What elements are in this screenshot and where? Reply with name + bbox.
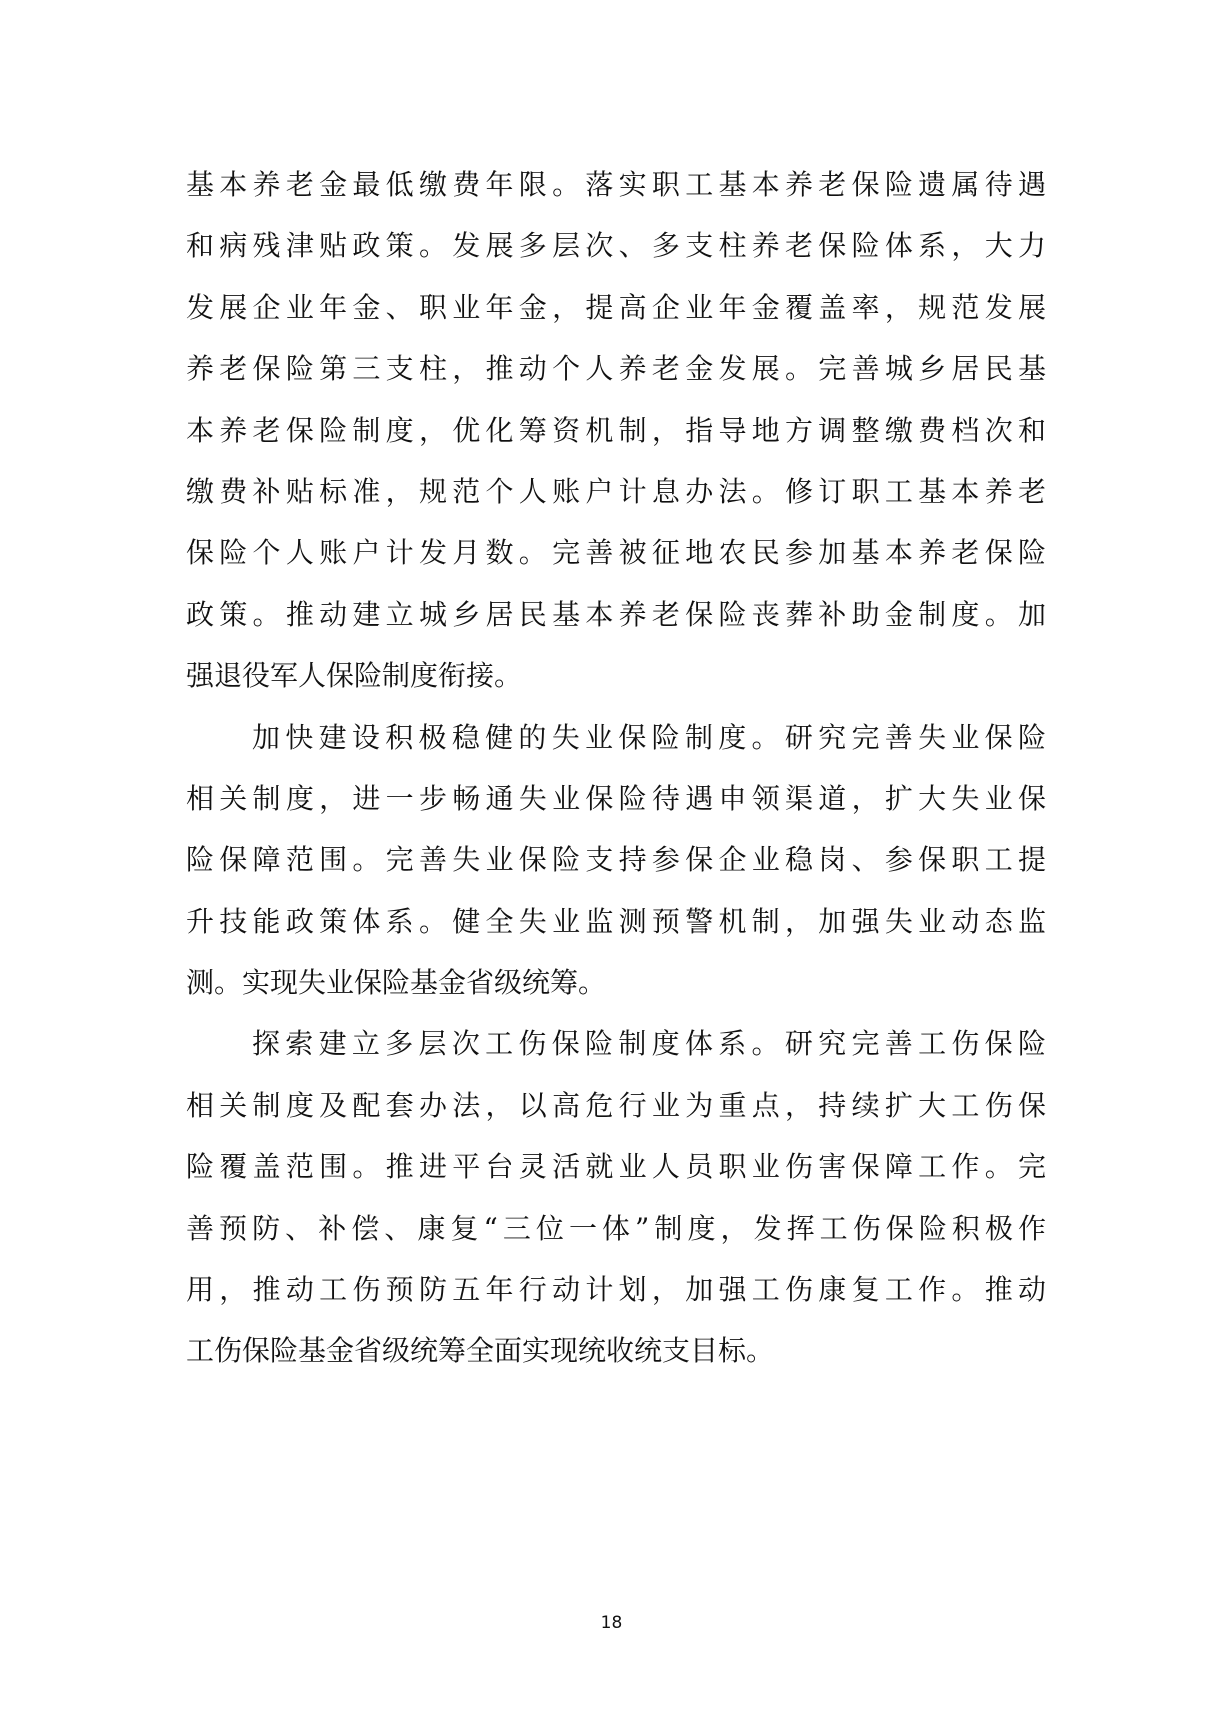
- text-line: 本养老保险制度，优化筹资机制，指导地方调整缴费档次和: [186, 413, 1046, 447]
- text-line: 险覆盖范围。推进平台灵活就业人员职业伤害保障工作。完: [186, 1150, 1046, 1184]
- text-line: 政策。推动建立城乡居民基本养老保险丧葬补助金制度。加: [186, 597, 1046, 631]
- text-line: 用，推动工伤预防五年行动计划，加强工伤康复工作。推动: [186, 1273, 1046, 1307]
- page-number: 18: [600, 1613, 623, 1633]
- text-line: 发展企业年金、职业年金，提高企业年金覆盖率，规范发展: [186, 290, 1046, 324]
- paragraph-unemployment-insurance: [186, 707, 1046, 1014]
- text-line: 测。实现失业保险基金省级统筹。: [186, 966, 607, 1000]
- text-line: 工伤保险基金省级统筹全面实现统收统支目标。: [186, 1334, 775, 1368]
- text-line: 缴费补贴标准，规范个人账户计息办法。修订职工基本养老: [186, 474, 1046, 508]
- text-line: 善预防、补偿、康复“三位一体”制度，发挥工伤保险积极作: [186, 1211, 1046, 1245]
- body-text: [186, 154, 1046, 1382]
- text-line: 相关制度及配套办法，以高危行业为重点，持续扩大工伤保: [186, 1088, 1046, 1122]
- text-line: 养老保险第三支柱，推动个人养老金发展。完善城乡居民基: [186, 352, 1046, 386]
- paragraph-pension: [186, 154, 1046, 707]
- text-line: 险保障范围。完善失业保险支持参保企业稳岗、参保职工提: [186, 843, 1046, 877]
- text-line: 相关制度，进一步畅通失业保险待遇申领渠道，扩大失业保: [186, 781, 1046, 815]
- text-line: 升技能政策体系。健全失业监测预警机制，加强失业动态监: [186, 904, 1046, 938]
- paragraph-work-injury-insurance: [186, 1013, 1046, 1381]
- text-line: 强退役军人保险制度衔接。: [186, 659, 523, 693]
- text-line: 保险个人账户计发月数。完善被征地农民参加基本养老保险: [186, 536, 1046, 570]
- text-line: 探索建立多层次工伤保险制度体系。研究完善工伤保险: [252, 1027, 1046, 1061]
- text-line: 基本养老金最低缴费年限。落实职工基本养老保险遗属待遇: [186, 168, 1046, 201]
- text-line: 和病残津贴政策。发展多层次、多支柱养老保险体系，大力: [186, 229, 1046, 263]
- text-line: 加快建设积极稳健的失业保险制度。研究完善失业保险: [252, 720, 1046, 754]
